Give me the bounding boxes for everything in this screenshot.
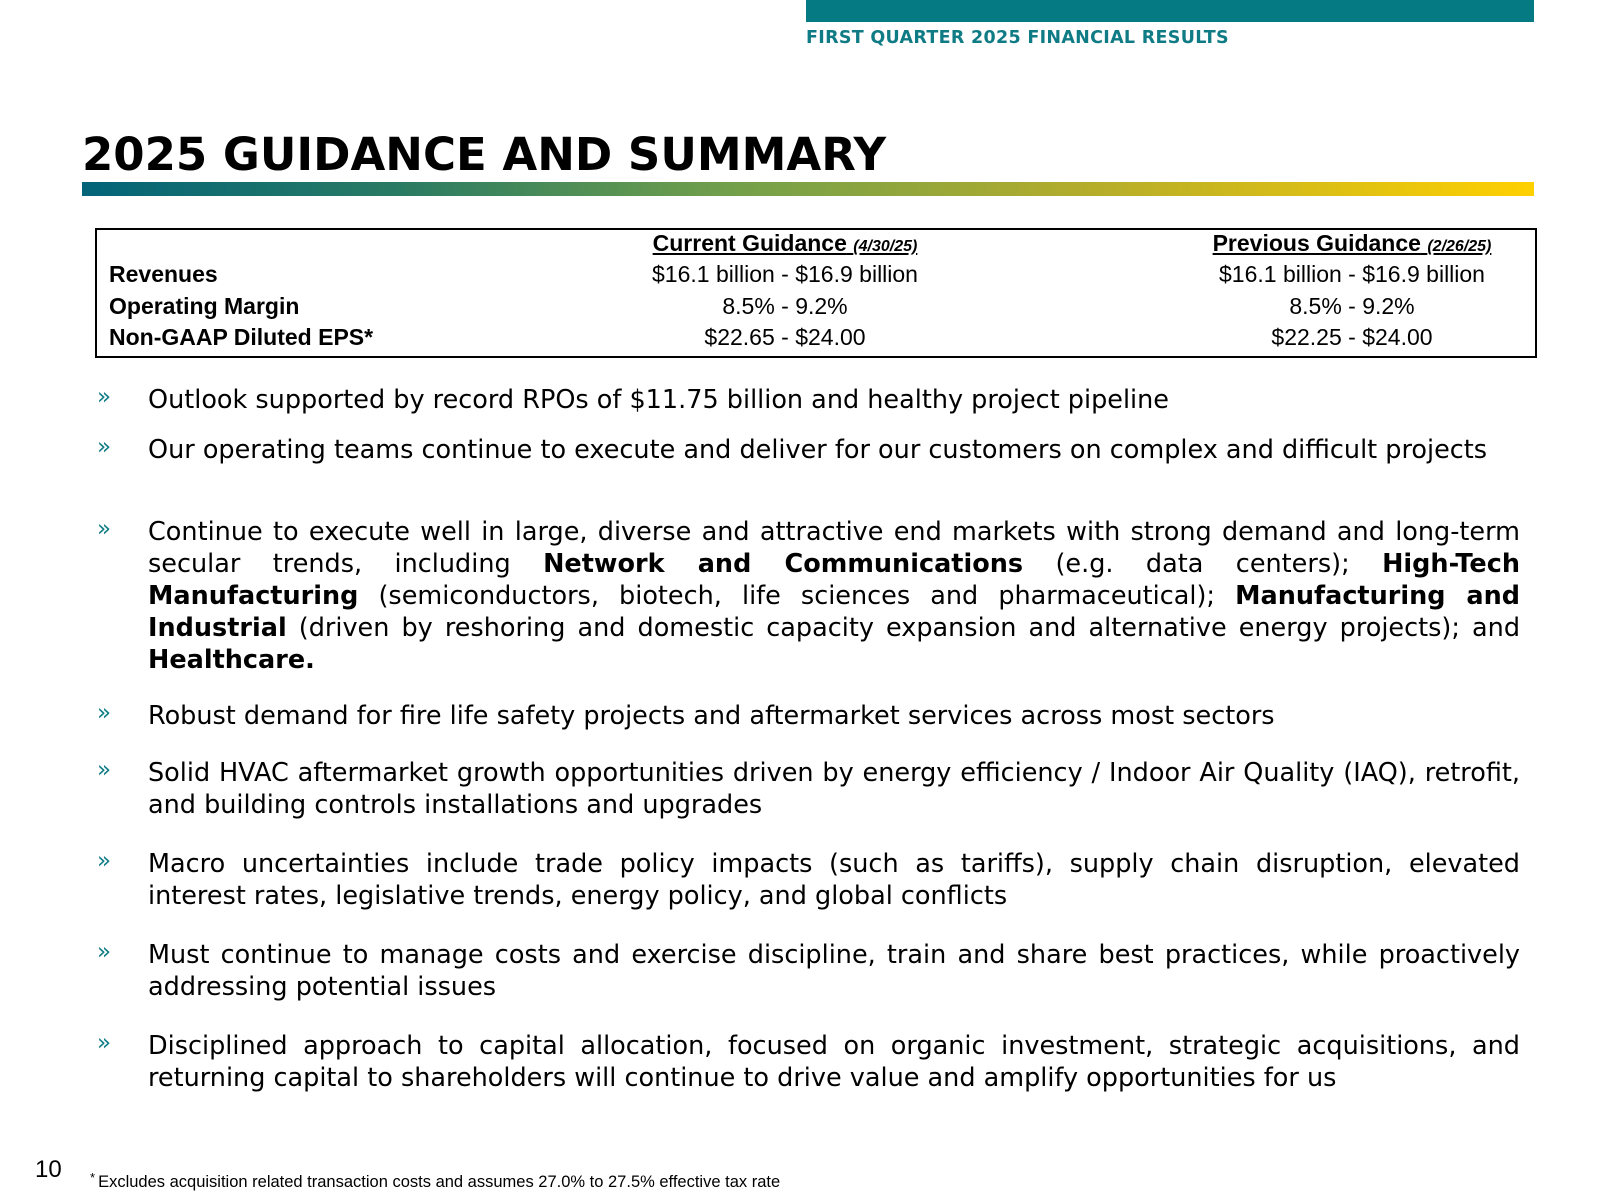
guidance-header-row bbox=[97, 230, 1535, 262]
header-label: FIRST QUARTER 2025 FINANCIAL RESULTS bbox=[806, 28, 1229, 48]
market-network-communications: Network and Communications bbox=[543, 549, 1024, 579]
footnote-marker: * bbox=[90, 1170, 96, 1185]
guidance-row-label: Non-GAAP Diluted EPS* bbox=[109, 324, 374, 350]
previous-guidance-title: Previous Guidance bbox=[1212, 230, 1421, 256]
footnote bbox=[90, 1170, 780, 1192]
bullet-text: Robust demand for fire life safety projects and aftermarket services across most sectors bbox=[148, 701, 1275, 731]
guidance-previous-value: 8.5% - 9.2% bbox=[1289, 293, 1415, 319]
bullet-chevron-icon: » bbox=[97, 1030, 112, 1056]
header-accent-bar bbox=[806, 0, 1534, 22]
page-title: 2025 GUIDANCE AND SUMMARY bbox=[82, 128, 887, 181]
bullet-text-segment: (semiconductors, biotech, life sciences and pharmaceutical); bbox=[358, 581, 1236, 611]
current-guidance-date: (4/30/25) bbox=[853, 238, 918, 255]
bullet-text-segment: (driven by reshoring and domestic capacity expansion and alternative energy projects); and bbox=[286, 613, 1520, 643]
bullet-text-segment: Continue to execute well in large, diverse and attractive end markets with strong demand and long-term secular trends, including bbox=[148, 517, 1520, 579]
bullet-text: Outlook supported by record RPOs of $11.75 billion and healthy project pipeline bbox=[148, 385, 1169, 415]
guidance-current-value: $16.1 billion - $16.9 billion bbox=[652, 261, 918, 287]
market-high-tech-manufacturing: High-Tech Manufacturing bbox=[148, 549, 1520, 611]
guidance-row bbox=[97, 261, 1535, 293]
title-gradient-rule bbox=[82, 182, 1534, 196]
bullet-chevron-icon: » bbox=[97, 384, 112, 410]
guidance-previous-value: $16.1 billion - $16.9 billion bbox=[1219, 261, 1485, 287]
footnote-text: Excludes acquisition related transaction costs and assumes 27.0% to 27.5% effective tax rate bbox=[98, 1173, 781, 1191]
guidance-current-value: $22.65 - $24.00 bbox=[704, 324, 866, 350]
bullet-text-segment: (e.g. data centers); bbox=[1023, 549, 1383, 579]
guidance-table bbox=[95, 228, 1537, 358]
bullet-chevron-icon: » bbox=[97, 700, 112, 726]
bullet-chevron-icon: » bbox=[97, 848, 112, 874]
bullet-chevron-icon: » bbox=[97, 516, 112, 542]
guidance-row-label: Operating Margin bbox=[109, 293, 300, 319]
previous-guidance-header bbox=[1122, 230, 1582, 257]
page-number: 10 bbox=[35, 1156, 62, 1183]
bullet-text-end-markets bbox=[148, 516, 1520, 676]
bullet-text: Solid HVAC aftermarket growth opportunities driven by energy efficiency / Indoor Air Quality (IAQ), retrofit, and building controls installations and upgrades bbox=[148, 758, 1520, 820]
bullet-chevron-icon: » bbox=[97, 757, 112, 783]
guidance-row-label: Revenues bbox=[109, 261, 218, 287]
current-guidance-title: Current Guidance bbox=[652, 230, 847, 256]
current-guidance-header bbox=[555, 230, 1015, 257]
bullet-text: Our operating teams continue to execute and deliver for our customers on complex and difficult projects bbox=[148, 435, 1488, 465]
guidance-row bbox=[97, 324, 1535, 356]
guidance-current-value: 8.5% - 9.2% bbox=[722, 293, 848, 319]
bullet-chevron-icon: » bbox=[97, 939, 112, 965]
guidance-previous-value: $22.25 - $24.00 bbox=[1271, 324, 1433, 350]
market-healthcare: Healthcare. bbox=[148, 645, 315, 675]
market-manufacturing-industrial: Manufacturing and Industrial bbox=[148, 581, 1520, 643]
guidance-row bbox=[97, 293, 1535, 325]
bullet-chevron-icon: » bbox=[97, 434, 112, 460]
bullet-text: Must continue to manage costs and exercise discipline, train and share best practices, while proactively addressing potential issues bbox=[148, 940, 1520, 1002]
bullet-text: Macro uncertainties include trade policy impacts (such as tariffs), supply chain disruption, elevated interest rates, legislative trends, energy policy, and global conflicts bbox=[148, 849, 1520, 911]
bullet-text: Disciplined approach to capital allocation, focused on organic investment, strategic acquisitions, and returning capital to shareholders will continue to drive value and amplify opportunities for us bbox=[148, 1031, 1520, 1093]
previous-guidance-date: (2/26/25) bbox=[1427, 238, 1492, 255]
